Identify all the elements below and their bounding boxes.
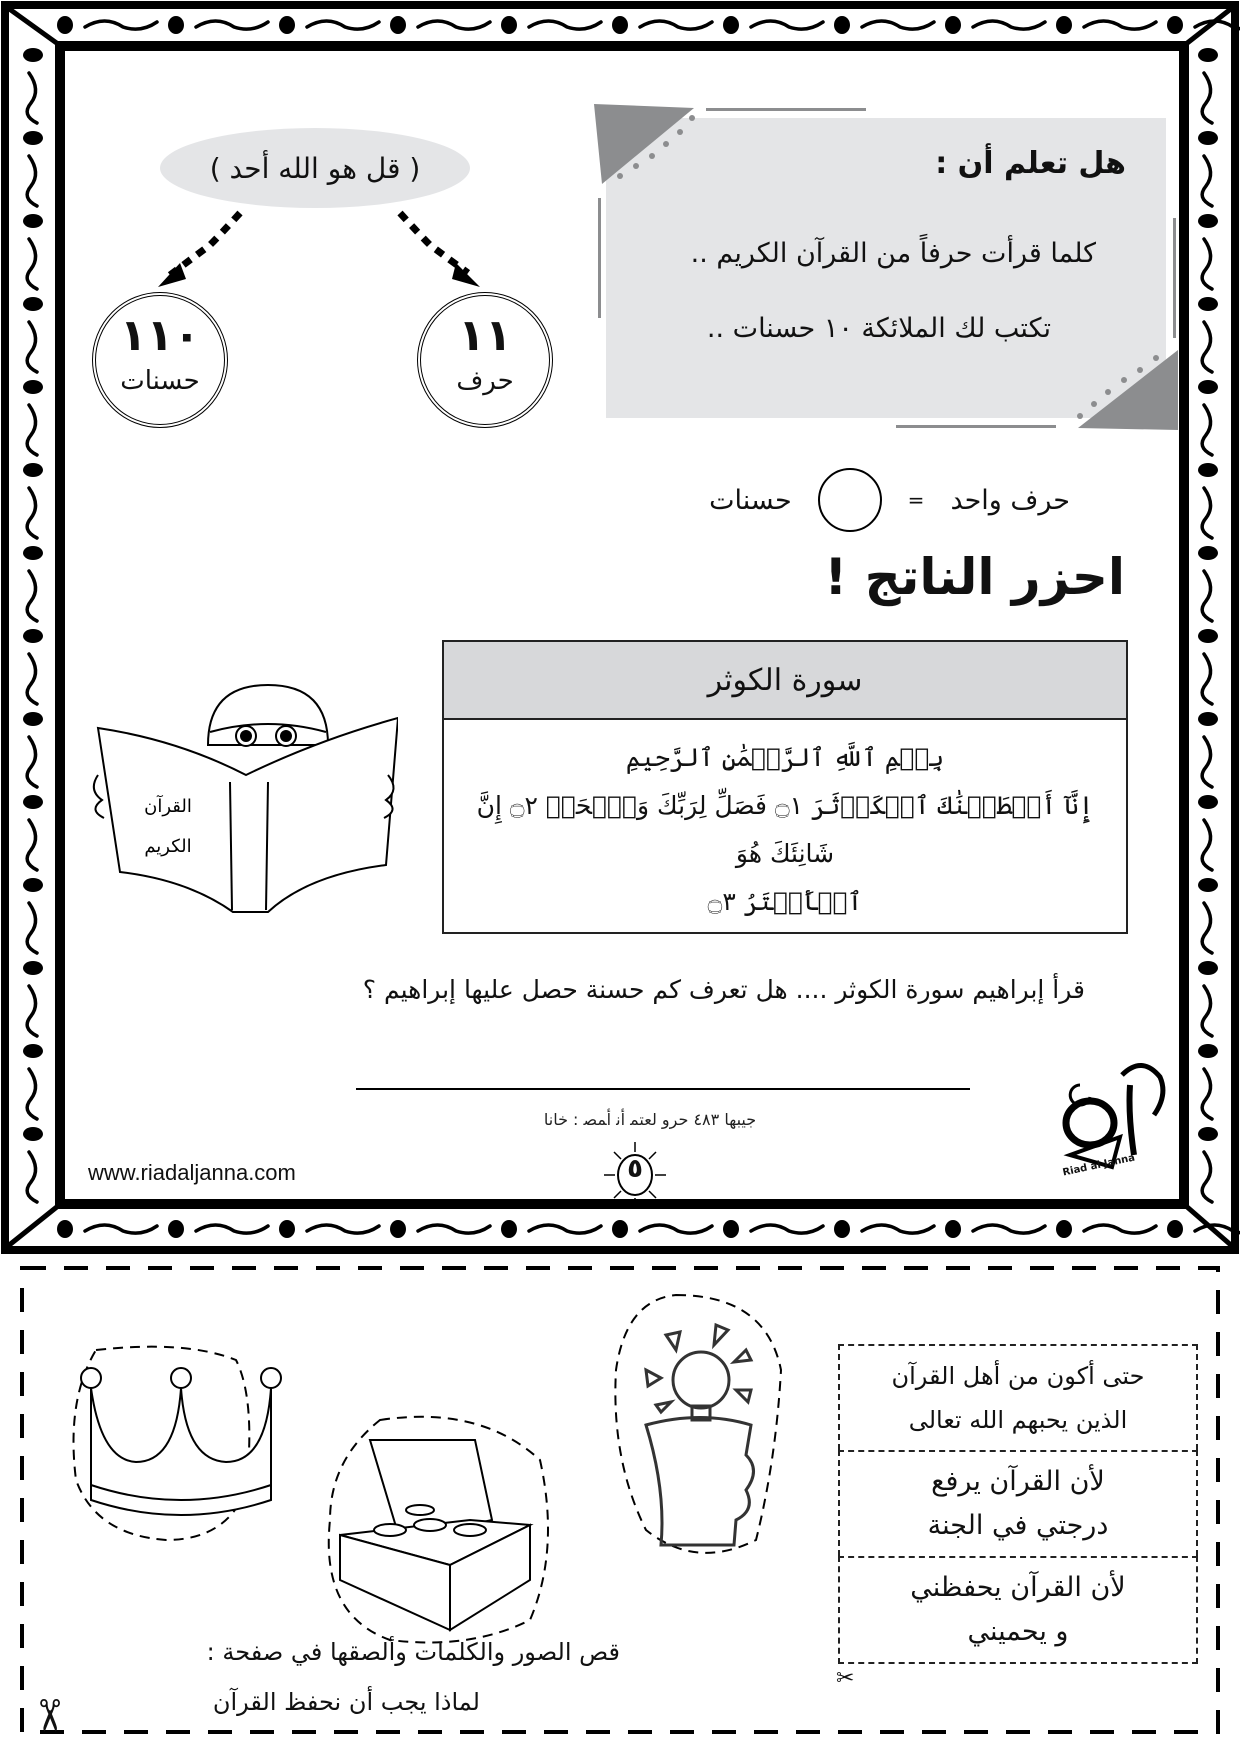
frame-wave <box>27 986 37 1036</box>
frame-dot <box>279 1220 295 1238</box>
frame-wave <box>27 239 37 289</box>
corner-decoration-icon <box>1068 340 1178 430</box>
equals-sign: = <box>907 488 925 512</box>
frame-wave <box>751 21 823 29</box>
frame-dot <box>23 1044 43 1058</box>
reason-line-2: درجتي في الجنة <box>927 1510 1109 1541</box>
reason-card[interactable] <box>838 1344 1198 1450</box>
frame-wave <box>27 737 37 787</box>
frame-dot <box>57 16 73 34</box>
frame-wave <box>27 156 37 206</box>
decor-line <box>598 198 601 318</box>
frame-wave <box>1202 903 1212 953</box>
frame-wave <box>307 21 379 29</box>
frame-wave <box>196 1225 268 1233</box>
frame-dot <box>1198 546 1218 560</box>
answer-line[interactable] <box>356 1088 970 1090</box>
treasure-chest-cutout[interactable] <box>320 1400 560 1650</box>
reason-line-2: الذين يحبهم الله تعالى <box>908 1406 1128 1434</box>
frame-dot <box>23 48 43 62</box>
page-number: ٥ <box>627 1154 643 1184</box>
frame-dot <box>23 1127 43 1141</box>
frame-dot <box>23 878 43 892</box>
frame-wave <box>1202 1152 1212 1202</box>
frame-dot <box>23 131 43 145</box>
verse-example-bubble <box>160 128 470 208</box>
website-link[interactable]: www.riadaljanna.com <box>88 1160 296 1185</box>
frame-dot <box>23 380 43 394</box>
did-you-know-title: هل تعلم أن : <box>935 146 1126 181</box>
frame-dot <box>168 1220 184 1238</box>
frame-dot <box>1167 1220 1183 1238</box>
frame-dot <box>279 16 295 34</box>
frame-dot <box>945 16 961 34</box>
decor-line <box>1173 218 1176 338</box>
scissors-icon: ✂ <box>22 1697 74 1734</box>
footer-garbled-text: ﺟﻴﺒﻬﺎ ٤٨٣ ﺣﺮﻭ ﻟﻌﺘﻤ ﺃﻧ ﺃﻤﺼ : ﺧﺎﻧﺎ <box>543 1110 757 1129</box>
treasure-chest-icon <box>340 1440 530 1630</box>
frame-wave <box>1202 405 1212 455</box>
frame-wave <box>1202 571 1212 621</box>
frame-dot <box>57 1220 73 1238</box>
frame-corner <box>8 1206 58 1246</box>
letters-label: حرف <box>456 366 514 396</box>
did-you-know-box <box>606 118 1166 418</box>
frame-dot <box>1198 961 1218 975</box>
headline: احزر الناتج ! <box>824 548 1125 606</box>
frame-dot <box>390 16 406 34</box>
frame-dot <box>1198 380 1218 394</box>
frame-wave <box>1202 156 1212 206</box>
frame-wave <box>1202 820 1212 870</box>
sura-verses: إِنَّآ أَعۡطَيۡنَٰكَ ٱلۡكَوۡثَرَ ۝١ فَصَلِّ لِرَبِّكَ وَٱنۡحَرۡ ۝٢ إِنَّ شَانِئَكَ هُوَ <box>476 791 1094 868</box>
frame-wave <box>418 21 490 29</box>
equation-row <box>709 468 1070 532</box>
frame-wave <box>196 21 268 29</box>
frame-wave <box>1084 1225 1156 1233</box>
frame-dot <box>945 1220 961 1238</box>
frame-dot <box>501 1220 517 1238</box>
frame-wave <box>1084 21 1156 29</box>
frame-dot <box>23 463 43 477</box>
frame-dot <box>612 16 628 34</box>
decor-line <box>706 108 866 111</box>
basmala: بِسۡمِ ٱللَّهِ ٱلرَّحۡمَٰنِ ٱلرَّحِيمِ <box>625 743 945 772</box>
frame-wave <box>27 405 37 455</box>
frame-wave <box>640 21 712 29</box>
frame-dot <box>1198 1127 1218 1141</box>
frame-wave <box>973 1225 1045 1233</box>
frame-dot <box>23 297 43 311</box>
frame-dot <box>1198 878 1218 892</box>
frame-wave <box>1202 1069 1212 1119</box>
frame-dot <box>1167 16 1183 34</box>
frame-wave <box>1202 239 1212 289</box>
letters-count: ١١ <box>458 310 512 361</box>
frame-dot <box>1198 795 1218 809</box>
did-you-know-text-line-1: كلما قرأت حرفاً من القرآن الكريم .. <box>690 238 1096 269</box>
frame-dot <box>23 712 43 726</box>
frame-dot <box>501 16 517 34</box>
frame-dot <box>1198 712 1218 726</box>
frame-wave <box>307 1225 379 1233</box>
frame-dot <box>723 16 739 34</box>
frame-dot <box>834 1220 850 1238</box>
corner-decoration-icon <box>594 104 704 194</box>
lightbulb-head-cutout[interactable] <box>606 1290 796 1570</box>
sura-title: سورة الكوثر <box>444 642 1126 720</box>
frame-dot <box>1198 131 1218 145</box>
frame-dot <box>23 546 43 560</box>
frame-dot <box>1198 463 1218 477</box>
frame-wave <box>27 903 37 953</box>
frame-dot <box>23 961 43 975</box>
frame-wave <box>27 322 37 372</box>
frame-wave <box>418 1225 490 1233</box>
rewards-count: ١١٠ <box>119 310 201 361</box>
frame-wave <box>529 21 601 29</box>
reason-card[interactable] <box>838 1450 1198 1556</box>
scissors-icon: ✂ <box>836 1666 855 1691</box>
frame-dot <box>23 795 43 809</box>
frame-wave <box>27 488 37 538</box>
rewards-label: حسنات <box>120 366 200 396</box>
equation-left: حرف واحد <box>950 484 1070 516</box>
frame-dot <box>1198 48 1218 62</box>
reasons-list <box>838 1344 1198 1664</box>
decor-line <box>896 425 1056 428</box>
reason-line-1: حتى أكون من أهل القرآن <box>891 1362 1145 1390</box>
reason-line-1: لأن القرآن يحفظني <box>910 1572 1126 1603</box>
verse-example-text: ( قل هو الله أحد ) <box>209 151 421 185</box>
frame-corner <box>1186 8 1232 44</box>
frame-dot <box>23 629 43 643</box>
frame-dot <box>23 214 43 228</box>
book-title-line-2: الكريم <box>144 836 192 857</box>
equation-right: حسنات <box>709 484 792 516</box>
frame-dot <box>1198 214 1218 228</box>
frame-wave <box>1202 488 1212 538</box>
arrow-head-left-icon <box>158 263 186 287</box>
frame-wave <box>529 1225 601 1233</box>
frame-wave <box>27 1152 37 1202</box>
sura-box <box>442 640 1128 934</box>
crown-icon <box>81 1368 281 1515</box>
frame-dot <box>1198 297 1218 311</box>
reason-line-1: لأن القرآن يرفع <box>931 1466 1105 1497</box>
dashed-arrow-right-icon <box>400 213 468 273</box>
frame-dot <box>612 1220 628 1238</box>
frame-wave <box>27 820 37 870</box>
child-cap-icon <box>208 685 328 745</box>
frame-dot <box>168 16 184 34</box>
frame-wave <box>27 1069 37 1119</box>
frame-wave <box>85 1225 157 1233</box>
frame-dot <box>834 16 850 34</box>
crown-cutout[interactable] <box>66 1340 316 1570</box>
sura-text <box>444 720 1126 926</box>
frame-corner <box>8 8 58 44</box>
rewards-count-circle <box>92 292 228 428</box>
frame-wave <box>27 73 37 123</box>
frame-dot <box>390 1220 406 1238</box>
frame-wave <box>85 21 157 29</box>
frame-wave <box>1202 322 1212 372</box>
reason-card[interactable] <box>838 1556 1198 1664</box>
did-you-know-text-line-2: تكتب لك الملائكة ١٠ حسنات .. <box>706 313 1051 344</box>
frame-wave <box>640 1225 712 1233</box>
child-reading-quran-illustration <box>88 680 398 920</box>
frame-wave <box>27 571 37 621</box>
frame-wave <box>27 654 37 704</box>
frame-wave <box>1202 737 1212 787</box>
arrow-head-right-icon <box>452 263 480 287</box>
cut-instruction-line-1: قص الصور والكلمات وألصقها في صفحة : <box>206 1638 620 1666</box>
frame-dot <box>1056 16 1072 34</box>
frame-wave <box>1202 986 1212 1036</box>
frame-wave <box>1202 73 1212 123</box>
frame-wave <box>862 21 934 29</box>
frame-dot <box>1198 629 1218 643</box>
frame-dot <box>1056 1220 1072 1238</box>
frame-dot <box>723 1220 739 1238</box>
lightbulb-head-icon <box>646 1325 754 1545</box>
letters-count-circle <box>417 292 553 428</box>
answer-blank-circle[interactable] <box>818 468 882 532</box>
frame-wave <box>862 1225 934 1233</box>
frame-dot <box>1198 1044 1218 1058</box>
logo-caption: Riad al Janna <box>1061 1152 1136 1179</box>
question-text: قرأ إبراهيم سورة الكوثر .... هل تعرف كم حسنة حصل عليها إبراهيم ؟ <box>362 975 1085 1004</box>
reason-line-2: و يحميني <box>967 1616 1069 1647</box>
cut-instruction-line-2: لماذا يجب أن نحفظ القرآن <box>212 1688 480 1716</box>
dashed-arrows <box>150 205 490 295</box>
book-title-line-1: القرآن <box>144 796 192 817</box>
sura-verses-end: ٱلۡأَبۡتَرُ ۝٣ <box>707 887 863 916</box>
frame-wave <box>751 1225 823 1233</box>
frame-wave <box>973 21 1045 29</box>
page-number-badge <box>600 1140 670 1210</box>
frame-wave <box>1202 654 1212 704</box>
